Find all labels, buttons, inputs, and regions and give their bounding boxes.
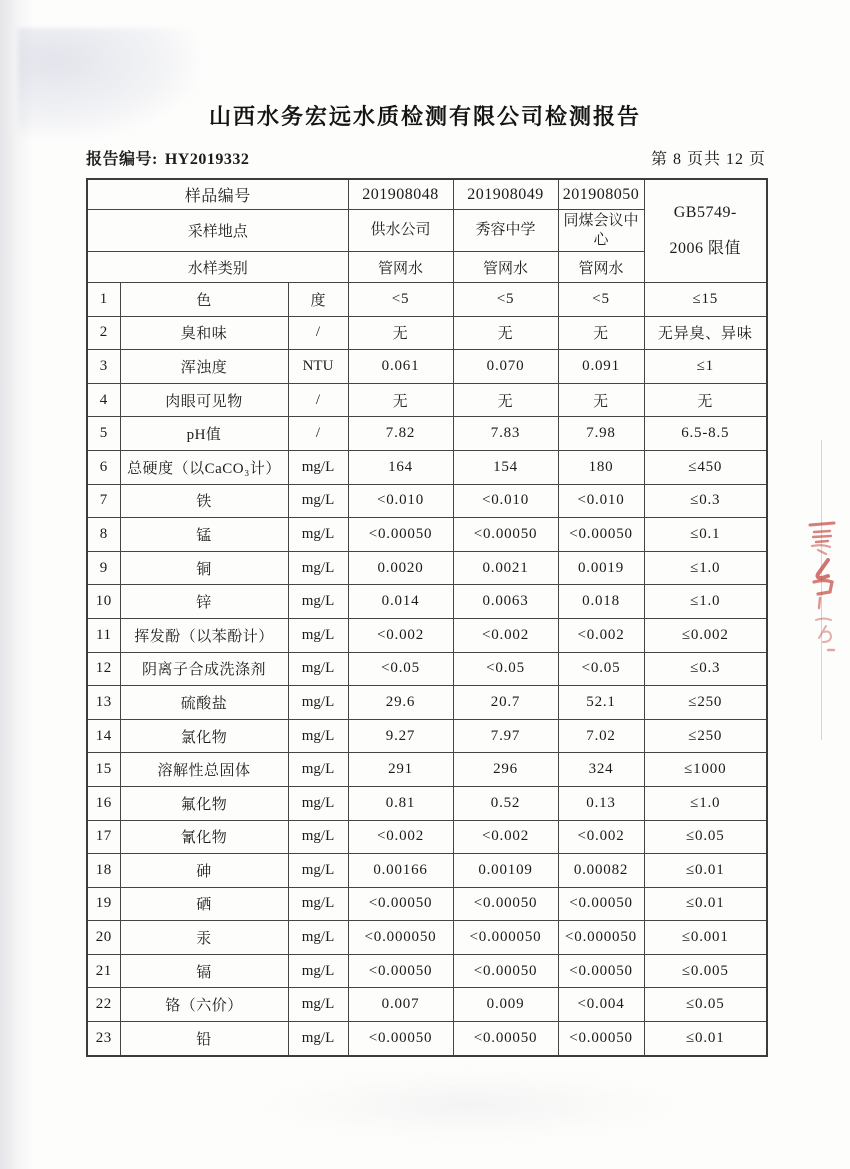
sample-location: 同煤会议中心 xyxy=(558,210,644,252)
parameter-unit: / xyxy=(288,316,348,350)
sample-value: 296 xyxy=(453,753,558,787)
sample-value: 7.83 xyxy=(453,417,558,451)
limit-value: ≤1000 xyxy=(644,753,767,787)
sample-value: 0.52 xyxy=(453,786,558,820)
parameter-name: 总硬度（以CaCO₃计） xyxy=(120,450,288,484)
table-row xyxy=(87,316,767,350)
sample-value: <5 xyxy=(558,283,644,317)
sample-value: 无 xyxy=(348,316,453,350)
row-number: 20 xyxy=(87,921,120,955)
limit-value: ≤250 xyxy=(644,686,767,720)
scan-edge-shadow xyxy=(0,0,34,1169)
sample-value: 154 xyxy=(453,450,558,484)
row-number: 10 xyxy=(87,585,120,619)
test-results-table xyxy=(86,178,768,1057)
sample-no: 201908048 xyxy=(348,179,453,210)
sample-value: <0.004 xyxy=(558,988,644,1022)
parameter-unit: mg/L xyxy=(288,450,348,484)
sample-value: <0.00050 xyxy=(453,954,558,988)
limit-value: ≤450 xyxy=(644,450,767,484)
sample-value: <0.00050 xyxy=(453,1022,558,1056)
table-row xyxy=(87,350,767,384)
parameter-unit: mg/L xyxy=(288,585,348,619)
sample-no-label: 样品编号 xyxy=(87,179,348,210)
sample-value: 0.007 xyxy=(348,988,453,1022)
sample-value: <0.00050 xyxy=(453,518,558,552)
row-number: 12 xyxy=(87,652,120,686)
row-number: 16 xyxy=(87,786,120,820)
limit-column-header xyxy=(644,179,767,283)
parameter-unit: mg/L xyxy=(288,719,348,753)
row-number: 5 xyxy=(87,417,120,451)
sample-value: 324 xyxy=(558,753,644,787)
row-number: 17 xyxy=(87,820,120,854)
sample-value: <0.00050 xyxy=(558,518,644,552)
parameter-unit: mg/L xyxy=(288,618,348,652)
sample-value: 0.0063 xyxy=(453,585,558,619)
parameter-name: 挥发酚（以苯酚计） xyxy=(120,618,288,652)
sample-value: 无 xyxy=(453,383,558,417)
sample-value: <0.05 xyxy=(558,652,644,686)
parameter-unit: NTU xyxy=(288,350,348,384)
sample-value: 0.014 xyxy=(348,585,453,619)
parameter-unit: mg/L xyxy=(288,686,348,720)
sample-value: <0.00050 xyxy=(453,887,558,921)
sample-value: 7.82 xyxy=(348,417,453,451)
parameter-unit: mg/L xyxy=(288,854,348,888)
table-body xyxy=(87,283,767,1056)
limit-header-line2: 2006 限值 xyxy=(669,240,742,257)
sample-value: 9.27 xyxy=(348,719,453,753)
sample-value: <0.00050 xyxy=(558,1022,644,1056)
limit-value: ≤0.005 xyxy=(644,954,767,988)
table-row xyxy=(87,1022,767,1056)
report-number-value: HY2019332 xyxy=(164,151,250,168)
sample-value: 20.7 xyxy=(453,686,558,720)
parameter-name: 臭和味 xyxy=(120,316,288,350)
limit-value: ≤0.1 xyxy=(644,518,767,552)
sample-value: <5 xyxy=(453,283,558,317)
sample-value: 0.018 xyxy=(558,585,644,619)
sample-value: 0.0019 xyxy=(558,551,644,585)
limit-value: ≤0.01 xyxy=(644,1022,767,1056)
sample-value: 无 xyxy=(558,383,644,417)
sample-value: 0.13 xyxy=(558,786,644,820)
row-number: 8 xyxy=(87,518,120,552)
parameter-unit: mg/L xyxy=(288,518,348,552)
sample-value: 7.02 xyxy=(558,719,644,753)
sample-water-type: 管网水 xyxy=(558,252,644,283)
limit-value: ≤250 xyxy=(644,719,767,753)
parameter-name: 硫酸盐 xyxy=(120,686,288,720)
sample-value: <0.05 xyxy=(453,652,558,686)
limit-value: ≤1.0 xyxy=(644,786,767,820)
row-number: 19 xyxy=(87,887,120,921)
report-meta xyxy=(86,146,766,169)
row-number: 23 xyxy=(87,1022,120,1056)
sample-value: <0.000050 xyxy=(558,921,644,955)
row-number: 9 xyxy=(87,551,120,585)
table-row xyxy=(87,786,767,820)
sample-value: <0.00050 xyxy=(348,887,453,921)
sample-location: 秀容中学 xyxy=(453,210,558,252)
table-row xyxy=(87,585,767,619)
table-row xyxy=(87,988,767,1022)
row-number: 3 xyxy=(87,350,120,384)
parameter-name: 锌 xyxy=(120,585,288,619)
limit-value: ≤1.0 xyxy=(644,551,767,585)
parameter-name: 氯化物 xyxy=(120,719,288,753)
parameter-unit: / xyxy=(288,383,348,417)
parameter-unit: mg/L xyxy=(288,988,348,1022)
sample-value: <0.00050 xyxy=(558,954,644,988)
table-row xyxy=(87,652,767,686)
row-number: 11 xyxy=(87,618,120,652)
parameter-unit: mg/L xyxy=(288,887,348,921)
water-type-label: 水样类别 xyxy=(87,252,348,283)
parameter-name: 色 xyxy=(120,283,288,317)
sample-value: 180 xyxy=(558,450,644,484)
row-number: 4 xyxy=(87,383,120,417)
sample-value: 0.091 xyxy=(558,350,644,384)
row-number: 2 xyxy=(87,316,120,350)
parameter-unit: mg/L xyxy=(288,954,348,988)
parameter-name: 溶解性总固体 xyxy=(120,753,288,787)
table-row xyxy=(87,719,767,753)
parameter-unit: mg/L xyxy=(288,484,348,518)
parameter-unit: mg/L xyxy=(288,820,348,854)
sample-value: 0.00109 xyxy=(453,854,558,888)
sample-value: 0.00082 xyxy=(558,854,644,888)
table-row xyxy=(87,383,767,417)
table-row xyxy=(87,484,767,518)
sample-value: 0.009 xyxy=(453,988,558,1022)
sample-value: <0.010 xyxy=(453,484,558,518)
row-number: 1 xyxy=(87,283,120,317)
limit-value: ≤0.05 xyxy=(644,820,767,854)
sample-value: <5 xyxy=(348,283,453,317)
location-label: 采样地点 xyxy=(87,210,348,252)
sample-value: 29.6 xyxy=(348,686,453,720)
sample-value: <0.000050 xyxy=(453,921,558,955)
sample-water-type: 管网水 xyxy=(348,252,453,283)
row-number: 13 xyxy=(87,686,120,720)
limit-value: ≤0.3 xyxy=(644,484,767,518)
sample-water-type: 管网水 xyxy=(453,252,558,283)
table-row xyxy=(87,417,767,451)
sample-value: <0.00050 xyxy=(558,887,644,921)
sample-value: <0.00050 xyxy=(348,1022,453,1056)
parameter-name: 铁 xyxy=(120,484,288,518)
sample-value: <0.002 xyxy=(453,618,558,652)
sample-value: 0.00166 xyxy=(348,854,453,888)
table-row xyxy=(87,686,767,720)
table-row xyxy=(87,618,767,652)
sample-value: 0.81 xyxy=(348,786,453,820)
parameter-name: 阴离子合成洗涤剂 xyxy=(120,652,288,686)
limit-value: ≤0.3 xyxy=(644,652,767,686)
table-row xyxy=(87,551,767,585)
limit-value: ≤1 xyxy=(644,350,767,384)
row-number: 6 xyxy=(87,450,120,484)
parameter-name: 铜 xyxy=(120,551,288,585)
sample-value: 无 xyxy=(453,316,558,350)
sample-value: 0.0021 xyxy=(453,551,558,585)
sample-value: 0.0020 xyxy=(348,551,453,585)
sample-value: <0.05 xyxy=(348,652,453,686)
header-row-sample-no xyxy=(87,179,767,210)
limit-value: ≤0.001 xyxy=(644,921,767,955)
red-stamp-fragment xyxy=(804,516,842,656)
table-row xyxy=(87,854,767,888)
table-row xyxy=(87,820,767,854)
sample-value: <0.000050 xyxy=(348,921,453,955)
parameter-name: 氟化物 xyxy=(120,786,288,820)
sample-no: 201908050 xyxy=(558,179,644,210)
table-row xyxy=(87,753,767,787)
parameter-name: pH值 xyxy=(120,417,288,451)
sample-value: <0.002 xyxy=(453,820,558,854)
sample-value: 0.061 xyxy=(348,350,453,384)
sample-value: 164 xyxy=(348,450,453,484)
page-indicator: 第 8 页共 12 页 xyxy=(650,151,766,168)
limit-value: ≤15 xyxy=(644,283,767,317)
scan-smudge xyxy=(260,1070,680,1140)
table-row xyxy=(87,921,767,955)
sample-value: 无 xyxy=(348,383,453,417)
parameter-name: 氰化物 xyxy=(120,820,288,854)
limit-value: ≤0.002 xyxy=(644,618,767,652)
parameter-unit: mg/L xyxy=(288,921,348,955)
limit-value: 无异臭、异味 xyxy=(644,316,767,350)
parameter-name: 铅 xyxy=(120,1022,288,1056)
limit-value: 无 xyxy=(644,383,767,417)
limit-value: ≤0.01 xyxy=(644,887,767,921)
sample-value: <0.00050 xyxy=(348,954,453,988)
parameter-name: 浑浊度 xyxy=(120,350,288,384)
report-number-label: 报告编号: xyxy=(86,151,158,168)
parameter-unit: mg/L xyxy=(288,753,348,787)
sample-no: 201908049 xyxy=(453,179,558,210)
scan-crease-line xyxy=(821,440,822,740)
sample-value: <0.002 xyxy=(348,618,453,652)
sample-value: 7.97 xyxy=(453,719,558,753)
parameter-unit: 度 xyxy=(288,283,348,317)
sample-value: <0.002 xyxy=(558,820,644,854)
parameter-name: 肉眼可见物 xyxy=(120,383,288,417)
sample-value: 291 xyxy=(348,753,453,787)
sample-value: 7.98 xyxy=(558,417,644,451)
sample-value: 52.1 xyxy=(558,686,644,720)
parameter-name: 镉 xyxy=(120,954,288,988)
sample-location: 供水公司 xyxy=(348,210,453,252)
table-row xyxy=(87,887,767,921)
limit-value: ≤0.01 xyxy=(644,854,767,888)
parameter-name: 硒 xyxy=(120,887,288,921)
parameter-unit: mg/L xyxy=(288,786,348,820)
parameter-unit: mg/L xyxy=(288,551,348,585)
sample-value: <0.002 xyxy=(348,820,453,854)
limit-value: ≤1.0 xyxy=(644,585,767,619)
parameter-name: 汞 xyxy=(120,921,288,955)
table-row xyxy=(87,518,767,552)
table-row xyxy=(87,954,767,988)
limit-header-line1: GB5749- xyxy=(673,204,737,221)
sample-value: 无 xyxy=(558,316,644,350)
row-number: 18 xyxy=(87,854,120,888)
parameter-unit: / xyxy=(288,417,348,451)
limit-value: ≤0.05 xyxy=(644,988,767,1022)
row-number: 21 xyxy=(87,954,120,988)
sample-value: <0.00050 xyxy=(348,518,453,552)
sample-value: 0.070 xyxy=(453,350,558,384)
parameter-unit: mg/L xyxy=(288,652,348,686)
sample-value: <0.010 xyxy=(348,484,453,518)
report-number xyxy=(86,146,249,169)
sample-value: <0.010 xyxy=(558,484,644,518)
parameter-name: 锰 xyxy=(120,518,288,552)
parameter-unit: mg/L xyxy=(288,1022,348,1056)
parameter-name: 铬（六价） xyxy=(120,988,288,1022)
row-number: 15 xyxy=(87,753,120,787)
row-number: 14 xyxy=(87,719,120,753)
limit-value: 6.5-8.5 xyxy=(644,417,767,451)
parameter-name: 砷 xyxy=(120,854,288,888)
sample-value: <0.002 xyxy=(558,618,644,652)
row-number: 22 xyxy=(87,988,120,1022)
table-row xyxy=(87,450,767,484)
row-number: 7 xyxy=(87,484,120,518)
page-title: 山西水务宏远水质检测有限公司检测报告 xyxy=(208,104,641,129)
table-row xyxy=(87,283,767,317)
